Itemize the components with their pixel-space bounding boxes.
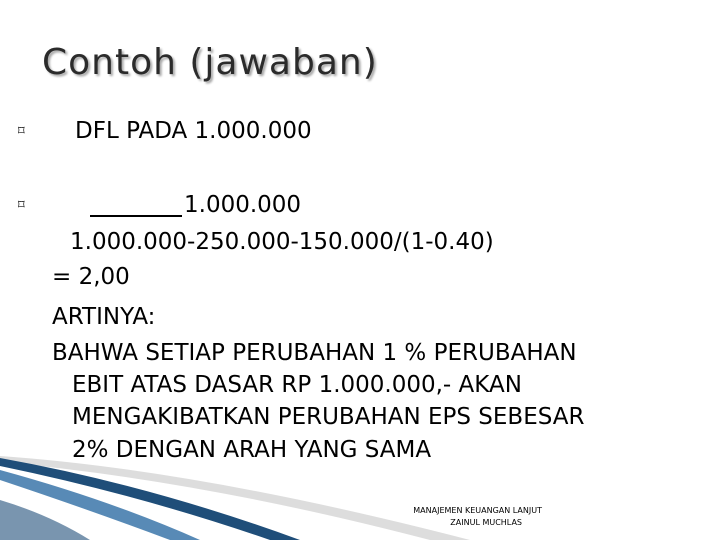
meaning-line: EBIT ATAS DASAR RP 1.000.000,- AKAN <box>72 372 522 398</box>
meaning-line: MENGAKIBATKAN PERUBAHAN EPS SEBESAR <box>72 404 585 430</box>
artinya-label: ARTINYA: <box>52 304 156 330</box>
meaning-line: 2% DENGAN ARAH YANG SAMA <box>72 437 432 463</box>
fraction-denominator: 1.000.000-250.000-150.000/(1-0.40) <box>70 229 494 255</box>
meaning-line: BAHWA SETIAP PERUBAHAN 1 % PERUBAHAN <box>52 340 577 366</box>
footer-course: MANAJEMEN KEUANGAN LANJUT <box>413 506 542 515</box>
fraction-numerator: 1.000.000 <box>184 192 302 218</box>
result-value: = 2,00 <box>52 264 130 290</box>
dfl-statement: DFL PADA 1.000.000 <box>75 118 312 144</box>
bullet-icon: ⌑ <box>18 124 25 139</box>
footer-author: ZAINUL MUCHLAS <box>450 518 522 527</box>
slide-title: Contoh (jawaban) <box>42 42 378 83</box>
bullet-icon: ⌑ <box>18 198 25 213</box>
